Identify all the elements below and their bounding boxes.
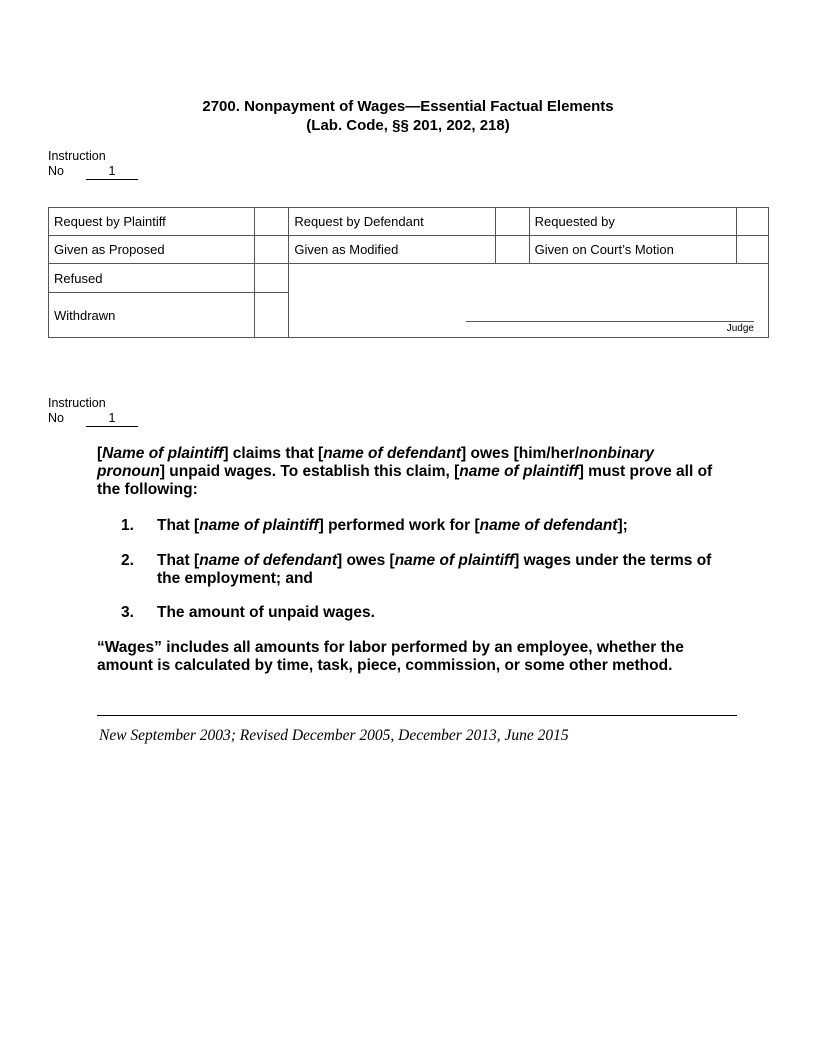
history-note: New September 2003; Revised December 2005, December 2013, June 2015 [99,727,569,744]
bracketed-placeholder: nonbinary pronoun [97,445,654,480]
text-run: That [ [157,517,200,534]
text-run: ]; [617,517,628,534]
withdrawn-checkbox[interactable] [255,293,289,338]
bracketed-placeholder: name of plaintiff [199,517,319,534]
instruction-no-row [48,164,116,179]
requested-by-label: Requested by [529,208,736,236]
bracketed-placeholder: Name of plaintiff [102,445,224,462]
judge-signature-area[interactable] [289,264,769,338]
instruction-label: Instruction [48,149,106,163]
text-run: ] unpaid wages. To establish this claim, [ [159,463,460,480]
title-line-2: (Lab. Code, §§ 201, 202, 218) [306,117,510,134]
bracketed-placeholder: name of defendant [479,517,618,534]
request-by-defendant-checkbox[interactable] [495,208,529,236]
table-row [49,264,769,293]
instruction-number-block-body [48,396,116,426]
text-run: [ [97,445,103,462]
item-text [157,517,717,535]
judge-label: Judge [726,323,754,334]
withdrawn-label: Withdrawn [49,293,255,338]
request-by-plaintiff-label: Request by Plaintiff [49,208,255,236]
given-as-modified-checkbox[interactable] [495,236,529,264]
refused-label: Refused [49,264,255,293]
no-label: No [48,164,64,178]
instruction-number-block-top [48,149,116,179]
bracketed-placeholder: name of defendant [323,445,462,462]
bracketed-placeholder: name of defendant [199,552,337,569]
instruction-label: Instruction [48,396,106,410]
item-number: 3. [121,604,134,621]
text-run: ] owes [him/her/ [461,445,580,462]
refused-checkbox[interactable] [255,264,289,293]
wages-definition-paragraph: “Wages” includes all amounts for labor performed by an employee, whether the amount is calculated by time, task, piece, commission, or some other method. [97,639,684,674]
text-run: ] performed work for [ [318,517,480,534]
document-title [0,97,816,135]
instruction-no-row [48,411,116,426]
text-run: ] wages under the terms of the employment; and [157,552,712,587]
judge-signature-line [466,321,754,322]
bracketed-placeholder: name of plaintiff [459,463,579,480]
item-text [157,552,717,588]
item-number: 1. [121,517,134,534]
item-number: 2. [121,552,134,569]
request-by-plaintiff-checkbox[interactable] [255,208,289,236]
given-as-proposed-checkbox[interactable] [255,236,289,264]
request-status-table [48,207,769,338]
no-label: No [48,411,64,425]
instruction-number: 1 [86,411,138,427]
given-on-courts-motion-checkbox[interactable] [736,236,768,264]
text-run: That [ [157,552,200,569]
table-row [49,236,769,264]
title-line-1: 2700. Nonpayment of Wages—Essential Factual Elements [202,98,614,115]
text-run: ] must prove all of the following: [97,463,713,498]
text-run: ] owes [ [336,552,395,569]
bracketed-placeholder: name of plaintiff [394,552,515,569]
given-on-courts-motion-label: Given on Court’s Motion [529,236,736,264]
item-text: The amount of unpaid wages. [157,604,375,621]
given-as-proposed-label: Given as Proposed [49,236,255,264]
text-run: ] claims that [ [223,445,324,462]
table-row [49,208,769,236]
divider [97,715,737,716]
requested-by-checkbox[interactable] [736,208,768,236]
instruction-number: 1 [86,164,138,180]
instruction-intro-paragraph [97,445,717,499]
request-by-defendant-label: Request by Defendant [289,208,495,236]
given-as-modified-label: Given as Modified [289,236,495,264]
